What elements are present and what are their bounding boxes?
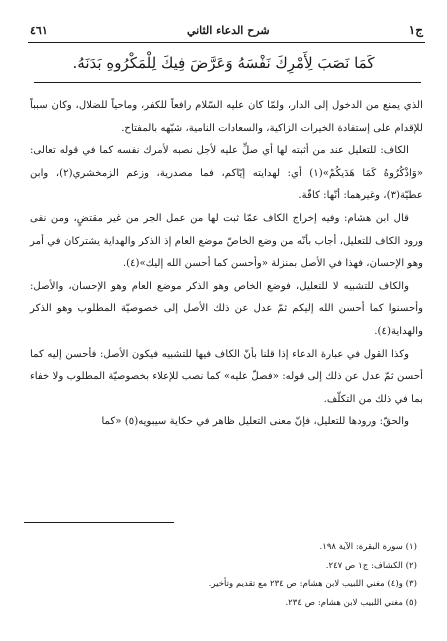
commentary-body — [30, 95, 423, 434]
paragraph: الذي يمنع من الدخول إلى الدار، ولمّا كان عليه السّلام رافعاً للكفر، وماحياً للضلال، وكان سبباً للإقدام على إستفادة الخيرات الزاكية، والسعادات النامية، شبّهه بالمفتاح. — [30, 100, 423, 134]
quoted-verse: كَمَا نَصَبَ لِأَمْرِكَ نَفْسَهُ وَعَرَّضَ فِيكَ لِلْمَكْرُوهِ بَدَنَهُ. — [72, 54, 375, 72]
paragraph: والكاف للتشبيه لا للتعليل، فوضع الخاص وهو الذكر موضع العام وهو الإحسان، والأصل: وأحسنوا كما أحسن الله إليكم ثمّ عدل عن ذلك الأصل إلى خصوصيّة المطلوب وهو الذكر والهداية(٤). — [30, 280, 423, 337]
footnote-divider — [24, 522, 174, 523]
page-header — [30, 20, 423, 40]
paragraph: وكذا القول في عبارة الدعاء إذا قلنا بأنّ الكاف فيها للتشبيه فيكون الأصل: فأحسن إليه كما أحسن ثمّ عدل عن ذلك إلى قوله: «فصلّ عليه» كما نصب للإعلاء بخصوصيّة المطلوب ولا خفاء بما في ذلك من التكلّف. — [30, 348, 423, 405]
footnote: (٢) الكشاف: ج١ ص ٢٤٧. — [325, 560, 417, 571]
paragraph: والحقّ: ورودها للتعليل، فإنّ معنى التعليل ظاهر في حكاية سيبويه(٥) «كما — [101, 416, 409, 428]
page-number: ٤٦١ — [30, 23, 48, 37]
footnote: (٥) مغني اللبيب لابن هشام: ص ٢٣٤. — [285, 597, 417, 608]
chapter-marker: ج١ — [408, 23, 423, 37]
footnote: (١) سورة البقرة: الآية ١٩٨. — [319, 542, 417, 552]
running-title: شرح الدعاء الثاني — [186, 23, 270, 37]
paragraph: الكاف: للتعليل عند من أثبته لها أي صلِّ عليه لأجل نصبه لأمرك نفسه كما في قوله تعالى: «وَاذْكُرُوهُ كَمَا هَدَيكُمْ»(١) أي: لهدايته إيّاكم، فما مصدرية، وزعم الزمخشري(٢)، وابن عطيّة(٣)، وغيرهما: أنّها: كافّة. — [30, 145, 423, 202]
verse-divider — [34, 82, 421, 83]
header-divider — [28, 42, 425, 43]
footnote: (٣) و(٤) مغني اللبيب لابن هشام: ص ٢٣٤ مع تقديم وتأخير. — [208, 579, 417, 589]
paragraph: قال ابن هشام: وفيه إخراج الكاف عمّا ثبت لها من عمل الجر من غير مقتضٍ، ومن نفى ورود الكاف للتعليل، أجاب بأنّه من وضع الخاصّ موضع العام إذ الذكر والهداية يشتركان في أمر وهو الإحسان، فهذا في الأصل بمنزلة «وأحسن كما أحسن الله إليك»(٤). — [30, 212, 423, 270]
footnotes — [30, 538, 417, 612]
